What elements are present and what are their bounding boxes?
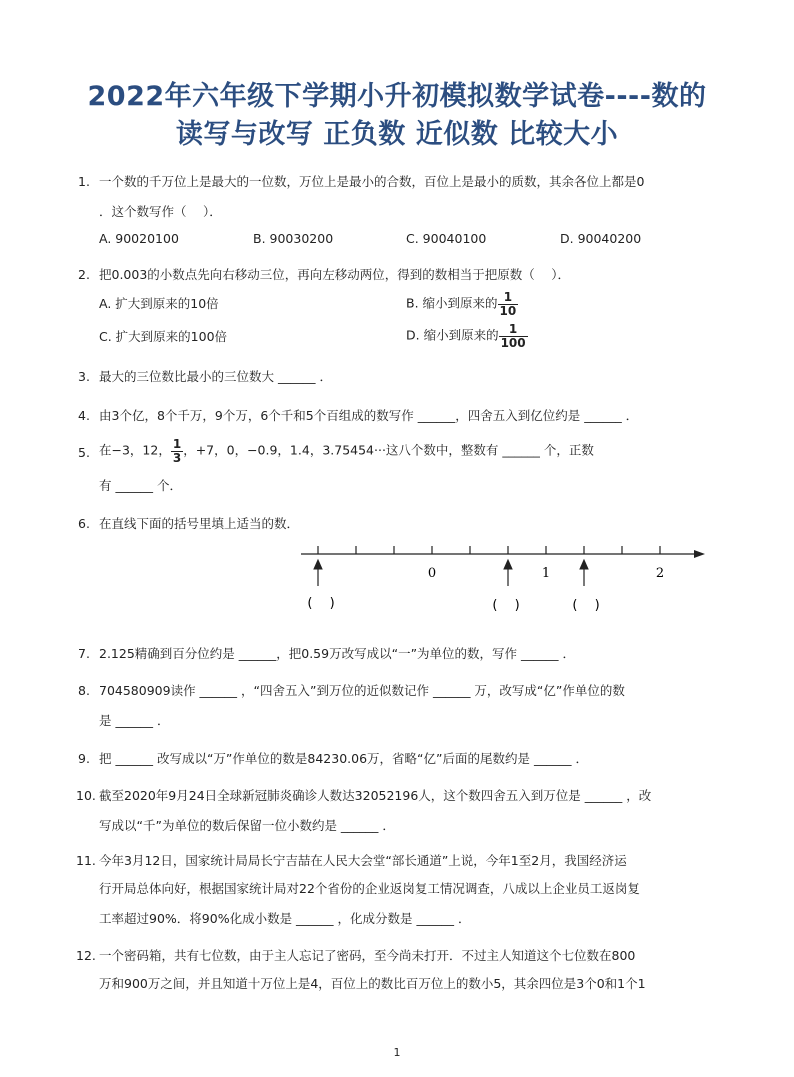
question-text: 在直线下面的括号里填上适当的数．: [99, 516, 300, 531]
question-text: ．这个数写作（ ）．: [99, 204, 222, 219]
tick-label-1: 1: [541, 566, 551, 581]
question-text: 有 ______ 个．: [99, 478, 182, 493]
fraction: $\frac{1}{100}$: [500, 322, 526, 350]
number-line-arrowhead: [694, 550, 705, 558]
question-text: 把 ______ 改写成以“万”作单位的数是84230.06万，省略“亿”后面的尾数约是 ______ ．: [99, 751, 588, 766]
page-title-line2: 读写与改写 正负数 近似数 比较大小: [175, 119, 619, 150]
question-text: 万和900万之间，并且知道十万位上是4，百位上的数比百万位上的数小5，其余四位是3个0和1个1: [99, 976, 646, 991]
option-b: [406, 291, 518, 317]
question-text: 一个数的千万位上是最大的一位数，万位上是最小的合数，百位上是最小的质数，其余各位上都是0: [99, 174, 645, 189]
question-text: 工率超过90%．将90%化成小数是 ______ ，化成分数是 ______ ．: [99, 911, 471, 926]
page-title-line1: 2022年六年级下学期小升初模拟数学试卷----数的: [87, 81, 707, 112]
option-a: A. 90020100: [99, 231, 179, 246]
up-arrow-icon: [314, 560, 322, 586]
up-arrow-icon: [504, 560, 512, 586]
question-number: 5.: [78, 445, 90, 460]
question-number: 4.: [78, 408, 90, 423]
option-a: A. 扩大到原来的10倍: [99, 296, 219, 311]
answer-blank: ( ): [572, 598, 600, 613]
up-arrow-icon: [580, 560, 588, 586]
question-number: 10.: [76, 788, 96, 803]
question-text: 在−3，12， $\frac{1}{3}$ ，+7，0，−0.9，1.4，3.75454···这八个数中，整数有 ______ 个，正数: [99, 437, 594, 465]
option-d-text: D. 缩小到原来的: [406, 327, 499, 343]
question-number: 6.: [78, 516, 90, 531]
option-d: [406, 323, 528, 349]
question-text: 2.125精确到百分位约是 ______，把0.59万改写成以“一”为单位的数，写作 ______ ．: [99, 646, 575, 661]
tick-label-2: 2: [655, 566, 665, 581]
option-c: C. 90040100: [406, 231, 487, 246]
question-text: 写成以“千”为单位的数后保留一位小数约是 ______ ．: [99, 818, 395, 833]
option-b: B. 90030200: [253, 231, 334, 246]
question-text: 由3个亿，8个千万，9个万，6个千和5个百组成的数写作 ______，四舍五入到亿位约是 ______ ．: [99, 408, 639, 423]
question-text: 今年3月12日，国家统计局局长宁吉喆在人民大会堂“部长通道”上说，今年1至2月，我国经济运: [99, 853, 627, 868]
question-number: 8.: [78, 683, 90, 698]
page-number: 1: [393, 1046, 401, 1059]
question-number: 7.: [78, 646, 90, 661]
option-d: D. 90040200: [560, 231, 642, 246]
question-number: 1.: [78, 174, 90, 189]
question-number: 2.: [78, 267, 90, 282]
question-text: 行开局总体向好，根据国家统计局对22个省份的企业返岗复工情况调查，八成以上企业员工返岗复: [99, 881, 640, 896]
question-number: 12.: [76, 948, 96, 963]
question-number: 9.: [78, 751, 90, 766]
number-line-diagram: [295, 540, 715, 620]
option-b-text: B. 缩小到原来的: [406, 295, 498, 311]
answer-blank: ( ): [492, 598, 520, 613]
question-number: 3.: [78, 369, 90, 384]
question-text: 最大的三位数比最小的三位数大 ______ ．: [99, 369, 332, 384]
question-text: 把0.003的小数点先向右移动三位，再向左移动两位，得到的数相当于把原数（ ）．: [99, 267, 571, 282]
option-c: C. 扩大到原来的100倍: [99, 329, 228, 344]
question-text: 704580909读作 ______ ，“四舍五入”到万位的近似数记作 ______ 万，改写成“亿”作单位的数: [99, 683, 625, 698]
answer-blank: ( ): [307, 596, 335, 611]
question-number: 11.: [76, 853, 96, 868]
number-line-ticks: [318, 546, 660, 554]
question-text: 截至2020年9月24日全球新冠肺炎确诊人数达32052196人，这个数四舍五入到万位是 ______ ，改: [99, 788, 652, 803]
question-text: 是 ______ ．: [99, 713, 170, 728]
question-text: 一个密码箱，共有七位数，由于主人忘记了密码，至今尚未打开．不过主人知道这个七位数在800: [99, 948, 636, 963]
tick-label-0: 0: [427, 566, 437, 581]
fraction: $\frac{1}{3}$: [172, 437, 182, 465]
fraction: $\frac{1}{10}$: [499, 290, 517, 318]
